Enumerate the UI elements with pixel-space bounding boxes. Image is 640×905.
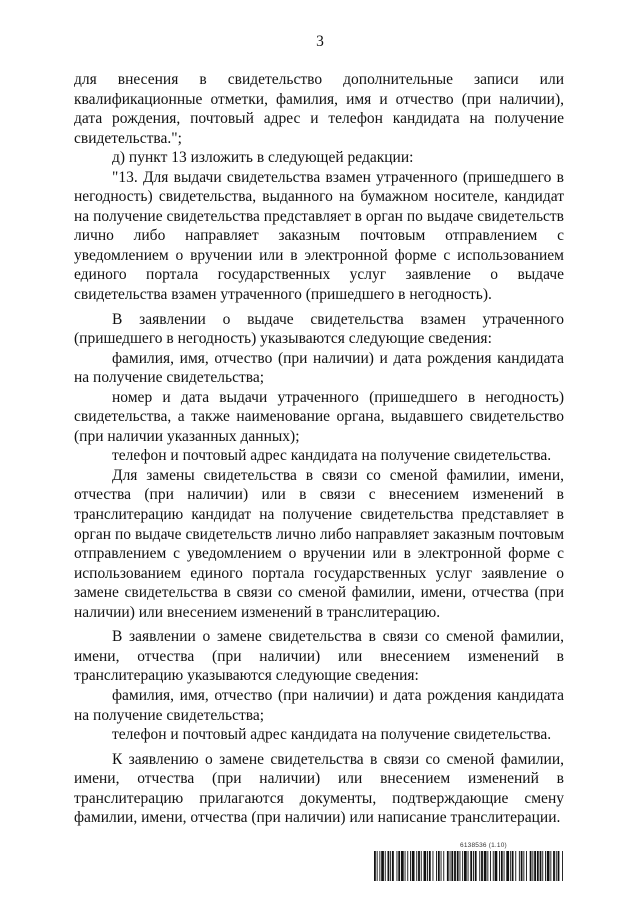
barcode-bar xyxy=(550,851,551,881)
barcode-bar xyxy=(515,851,516,881)
barcode-bar xyxy=(421,851,422,881)
barcode-bar xyxy=(438,851,440,881)
barcode-bar xyxy=(418,851,420,881)
barcode-bar xyxy=(556,851,557,881)
barcode-bar xyxy=(473,851,474,881)
barcode-bar xyxy=(377,851,378,881)
barcode-bar xyxy=(441,851,442,881)
barcode-bar xyxy=(451,851,453,881)
barcode-bar xyxy=(479,851,480,881)
barcode-bar xyxy=(410,851,411,881)
paragraph-name-change-list-phone: телефон и почтовый адрес кандидата на получение свидетельства. xyxy=(112,726,552,744)
paragraph-item-13: "13. Для выдачи свидетельства взамен утраченного (пришедшего в негодность) свидетельства, выданного на бумажном носителе, кандидат на получение свидетельства представляет в орган по выдаче свидетельств лично либо направляет заказным почтовым отправлением с уведомлением о вручении или в электронной форме с использованием единого портала государственных услуг заявление о выдаче свидетельства взамен утраченного (пришедшего в негодность). xyxy=(74,168,564,304)
barcode-bar xyxy=(401,851,404,881)
barcode-bar xyxy=(504,851,505,881)
barcode-bar xyxy=(499,851,500,881)
barcode-bar xyxy=(484,851,487,881)
barcode-bar xyxy=(519,851,520,881)
barcode-bar xyxy=(392,851,394,881)
barcode-bar xyxy=(547,851,550,881)
barcode-bar xyxy=(398,851,400,881)
barcode-bar xyxy=(540,851,542,881)
barcode-bar xyxy=(427,851,428,881)
barcode-bar xyxy=(462,851,463,881)
barcode-bar xyxy=(385,851,386,881)
barcode-image xyxy=(374,851,564,881)
barcode-bar xyxy=(460,851,461,881)
barcode-bar xyxy=(405,851,406,881)
barcode-bar xyxy=(374,851,376,881)
barcode-bar xyxy=(379,851,380,881)
barcode-bar xyxy=(526,851,527,881)
barcode-bar xyxy=(424,851,427,881)
paragraph-lost-certificate-info: В заявлении о выдаче свидетельства взамен утраченного (пришедшего в негодность) указываются следующие сведения: xyxy=(74,310,564,348)
barcode-bar xyxy=(433,851,434,881)
barcode-bar xyxy=(512,851,514,881)
barcode-bar xyxy=(388,851,390,881)
barcode-bar xyxy=(534,851,536,881)
barcode-bar xyxy=(429,851,431,881)
barcode-bar xyxy=(523,851,524,881)
barcode-bar xyxy=(468,851,469,881)
barcode-bar xyxy=(443,851,444,881)
barcode-bar xyxy=(506,851,509,881)
document-body xyxy=(74,70,564,828)
paragraph-name-change-info: В заявлении о замене свидетельства в связи со сменой фамилии, имени, отчества (при наличии) или внесением изменений в транслитерацию указываются следующие сведения: xyxy=(74,628,564,685)
barcode-bar xyxy=(381,851,384,881)
barcode-bar xyxy=(390,851,391,881)
paragraph-lost-list-number: номер и дата выдачи утраченного (пришедшего в негодность) свидетельства, а также наименование органа, выдавшего свидетельство (при наличии указанных данных); xyxy=(74,388,564,445)
barcode-bar xyxy=(450,851,451,881)
barcode-bar xyxy=(495,851,498,881)
barcode-bar xyxy=(407,851,408,881)
barcode-bar xyxy=(553,851,555,881)
paragraph-name-change-list-name: фамилия, имя, отчество (при наличии) и дата рождения кандидата на получение свидетельства; xyxy=(74,686,564,724)
barcode-bar xyxy=(481,851,483,881)
barcode-bar xyxy=(537,851,539,881)
barcode-bar xyxy=(558,851,560,881)
barcode-bar xyxy=(397,851,398,881)
barcode-bar xyxy=(412,851,415,881)
barcode-bar xyxy=(457,851,459,881)
barcode-bar xyxy=(464,851,467,881)
barcode-bar xyxy=(501,851,503,881)
barcode-bar xyxy=(532,851,533,881)
paragraph-subitem-d: д) пункт 13 изложить в следующей редакции: xyxy=(112,149,414,167)
paragraph-name-change: Для замены свидетельства в связи со сменой фамилии, имени, отчества (при наличии) или в связи с внесением изменений в транслитерацию кандидат на получение свидетельства представляет в орган по выдаче свидетельств лично либо направляет заказным почтовым отправлением с уведомлением о вручении или в электронной форме с использованием единого портала государственных услуг заявление о замене свидетельства в связи со сменой фамилии, имени, отчества (при наличии) или внесением изменений в транслитерацию. xyxy=(74,466,564,621)
barcode-bar xyxy=(487,851,488,881)
barcode xyxy=(374,842,564,886)
page-number: 3 xyxy=(316,33,324,50)
paragraph-lost-list-phone: телефон и почтовый адрес кандидата на получение свидетельства. xyxy=(112,447,552,465)
barcode-bar xyxy=(436,851,437,881)
paragraph-attachments: К заявлению о замене свидетельства в связи со сменой фамилии, имени, отчества (при наличии) или внесением изменений в транслитерацию прилагаются документы, подтверждающие смену фамилии, имени, отчества (при наличии) или написание транслитерации. xyxy=(74,750,564,827)
paragraph-lost-list-name: фамилия, имя, отчество (при наличии) и дата рождения кандидата на получение свидетельства; xyxy=(74,349,564,387)
barcode-bar xyxy=(562,851,563,881)
barcode-code: 6138536 (1.10) xyxy=(460,842,507,849)
barcode-bar xyxy=(470,851,472,881)
paragraph-continuation: для внесения в свидетельство дополнительные записи или квалификационные отметки, фамилия, имя и отчество (при наличии), дата рождения, почтовый адрес и телефон кандидата на получение свидетельства."; xyxy=(74,71,564,147)
barcode-bar xyxy=(530,851,532,881)
barcode-bar xyxy=(454,851,456,881)
barcode-bar xyxy=(493,851,494,881)
barcode-bar xyxy=(416,851,417,881)
barcode-bar xyxy=(510,851,511,881)
barcode-bar xyxy=(475,851,477,881)
barcode-bar xyxy=(545,851,546,881)
barcode-bar xyxy=(542,851,543,881)
barcode-bar xyxy=(447,851,449,881)
barcode-bar xyxy=(490,851,491,881)
barcode-bar xyxy=(521,851,523,881)
